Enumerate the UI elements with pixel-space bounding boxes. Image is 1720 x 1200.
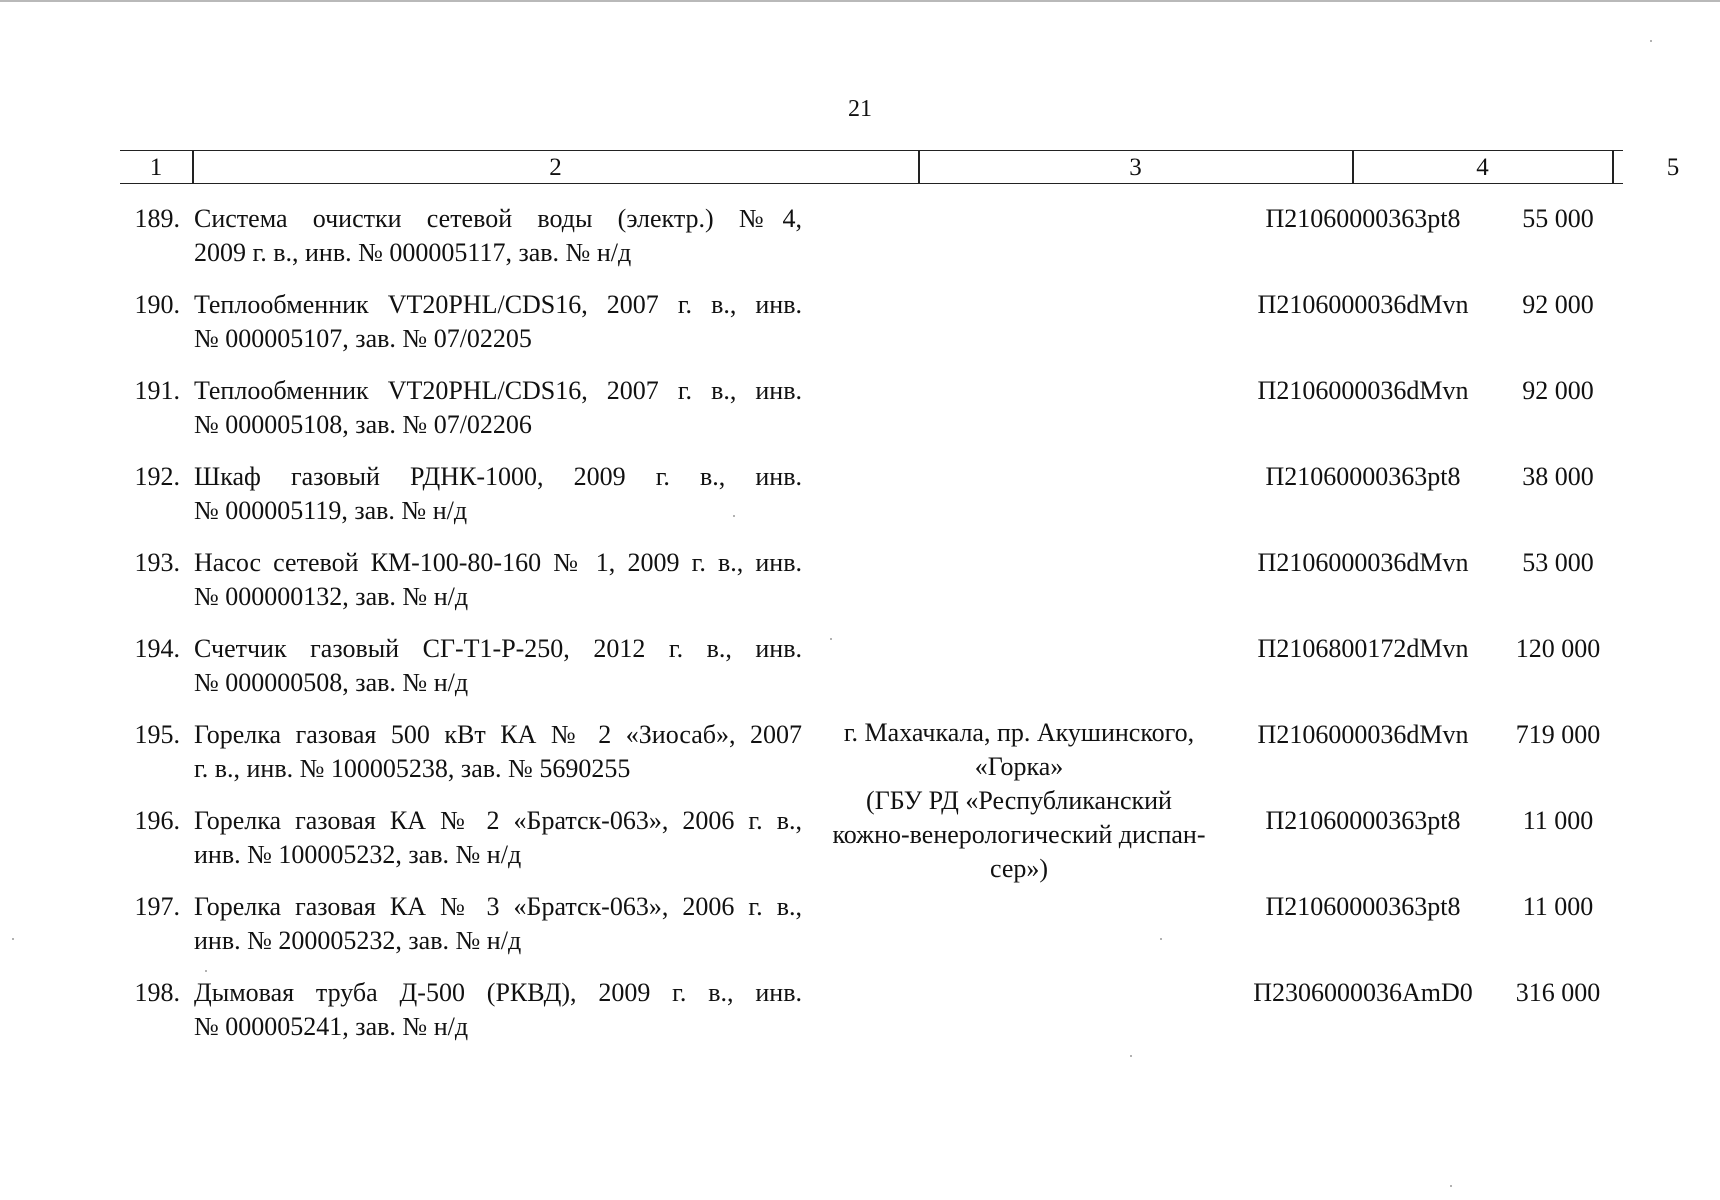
- description-line: Горелка газовая КА № 3 «Братск-063», 2006 г. в.,: [194, 892, 802, 921]
- description-line: 2009 г. в., инв. № 000005117, зав. № н/д: [194, 238, 632, 267]
- description-line: г. в., инв. № 100005238, зав. № 5690255: [194, 754, 631, 783]
- row-number: 190.: [134, 290, 180, 319]
- description-line: № 000005119, зав. № н/д: [194, 496, 468, 525]
- description-line: Теплообменник VT20PHL/CDS16, 2007 г. в., инв.: [194, 376, 802, 405]
- item-code: П21060000363pt8: [1265, 204, 1461, 233]
- description-line: Система очистки сетевой воды (электр.) №4,: [194, 204, 802, 233]
- column-header-3: 3: [1129, 154, 1142, 181]
- item-description: [194, 890, 802, 958]
- item-price: 11 000: [1522, 892, 1594, 921]
- description-line: Шкаф газовый РДНК-1000, 2009 г. в., инв.: [194, 462, 802, 491]
- scan-speck: [205, 970, 207, 972]
- row-number: 195.: [134, 720, 180, 749]
- item-description: [194, 718, 802, 786]
- scan-edge: [0, 0, 1720, 2]
- description-line: № 000000508, зав. № н/д: [194, 668, 469, 697]
- table-row: [0, 976, 1720, 1048]
- page-number: 21: [848, 96, 872, 122]
- item-price: 316 000: [1515, 978, 1601, 1007]
- description-line: Дымовая труба Д-500 (РКВД), 2009 г. в., инв.: [194, 978, 802, 1007]
- table-row: [0, 288, 1720, 360]
- item-description: [194, 460, 802, 528]
- description-line: Горелка газовая КА № 2 «Братск-063», 2006 г. в.,: [194, 806, 802, 835]
- scan-speck: [1650, 40, 1652, 42]
- item-code: П2106000036dMvn: [1257, 720, 1469, 749]
- description-line: Счетчик газовый СГ-Т1-Р-250, 2012 г. в., инв.: [194, 634, 802, 663]
- table-row: [0, 202, 1720, 274]
- column-header-4: 4: [1476, 154, 1489, 181]
- table-header: [120, 150, 1680, 184]
- row-number: 196.: [134, 806, 180, 835]
- address-line: сер»): [989, 854, 1049, 883]
- row-number: 192.: [134, 462, 180, 491]
- table-row: [0, 632, 1720, 704]
- scan-speck: [733, 515, 735, 517]
- item-code: П2106000036dMvn: [1257, 376, 1469, 405]
- column-header-5: 5: [1666, 154, 1680, 181]
- item-price: 55 000: [1522, 204, 1594, 233]
- address-line: (ГБУ РД «Республиканский: [866, 786, 1172, 815]
- item-price: 38 000: [1522, 462, 1594, 491]
- description-line: инв. № 100005232, зав. № н/д: [194, 840, 522, 869]
- item-code: П2306000036AmD0: [1253, 978, 1473, 1007]
- item-price: 92 000: [1522, 290, 1594, 319]
- description-line: Горелка газовая 500 кВт КА № 2 «Зиосаб», 2007: [194, 720, 802, 749]
- item-description: [194, 546, 802, 614]
- item-description: [194, 804, 802, 872]
- scan-speck: [830, 638, 832, 640]
- description-line: Насос сетевой КМ-100-80-160 № 1, 2009 г. в., инв.: [194, 548, 802, 577]
- item-price: 719 000: [1515, 720, 1601, 749]
- row-number: 194.: [134, 634, 180, 663]
- column-header-1: 1: [149, 154, 163, 181]
- table-row: [0, 890, 1720, 962]
- item-price: 120 000: [1515, 634, 1601, 663]
- table-row: [0, 546, 1720, 618]
- address-line: «Горка»: [974, 752, 1064, 781]
- column-header-2: 2: [549, 154, 562, 181]
- description-line: № 000005108, зав. № 07/02206: [194, 410, 532, 439]
- item-description: [194, 374, 802, 442]
- item-description: [194, 632, 802, 700]
- item-code: П2106000036dMvn: [1257, 548, 1469, 577]
- item-code: П21060000363pt8: [1265, 892, 1461, 921]
- row-number: 198.: [134, 978, 180, 1007]
- item-code: П2106800172dMvn: [1257, 634, 1469, 663]
- item-description: [194, 976, 802, 1044]
- row-number: 191.: [134, 376, 180, 405]
- item-price: 53 000: [1522, 548, 1594, 577]
- scan-speck: [12, 938, 14, 940]
- item-code: П21060000363pt8: [1265, 462, 1461, 491]
- scan-speck: [1450, 1185, 1452, 1187]
- item-description: [194, 202, 802, 270]
- item-code: П2106000036dMvn: [1257, 290, 1469, 319]
- description-line: № 000005107, зав. № 07/02205: [194, 324, 532, 353]
- description-line: № 000000132, зав. № н/д: [194, 582, 469, 611]
- item-price: 92 000: [1522, 376, 1594, 405]
- item-description: [194, 288, 802, 356]
- table-row: [0, 460, 1720, 532]
- row-number: 193.: [134, 548, 180, 577]
- address-line: г. Махачкала, пр. Акушинского,: [843, 718, 1195, 747]
- scan-speck: [1130, 1055, 1132, 1057]
- item-price: 11 000: [1522, 806, 1594, 835]
- description-line: Теплообменник VT20PHL/CDS16, 2007 г. в., инв.: [194, 290, 802, 319]
- address-line: кожно-венерологический диспан-: [832, 820, 1206, 849]
- item-code: П21060000363pt8: [1265, 806, 1461, 835]
- location-address: [806, 716, 1232, 886]
- description-line: инв. № 200005232, зав. № н/д: [194, 926, 522, 955]
- row-number: 197.: [134, 892, 180, 921]
- row-number: 189.: [134, 204, 180, 233]
- table-row: [0, 374, 1720, 446]
- scan-speck: [1160, 938, 1162, 940]
- description-line: № 000005241, зав. № н/д: [194, 1012, 469, 1041]
